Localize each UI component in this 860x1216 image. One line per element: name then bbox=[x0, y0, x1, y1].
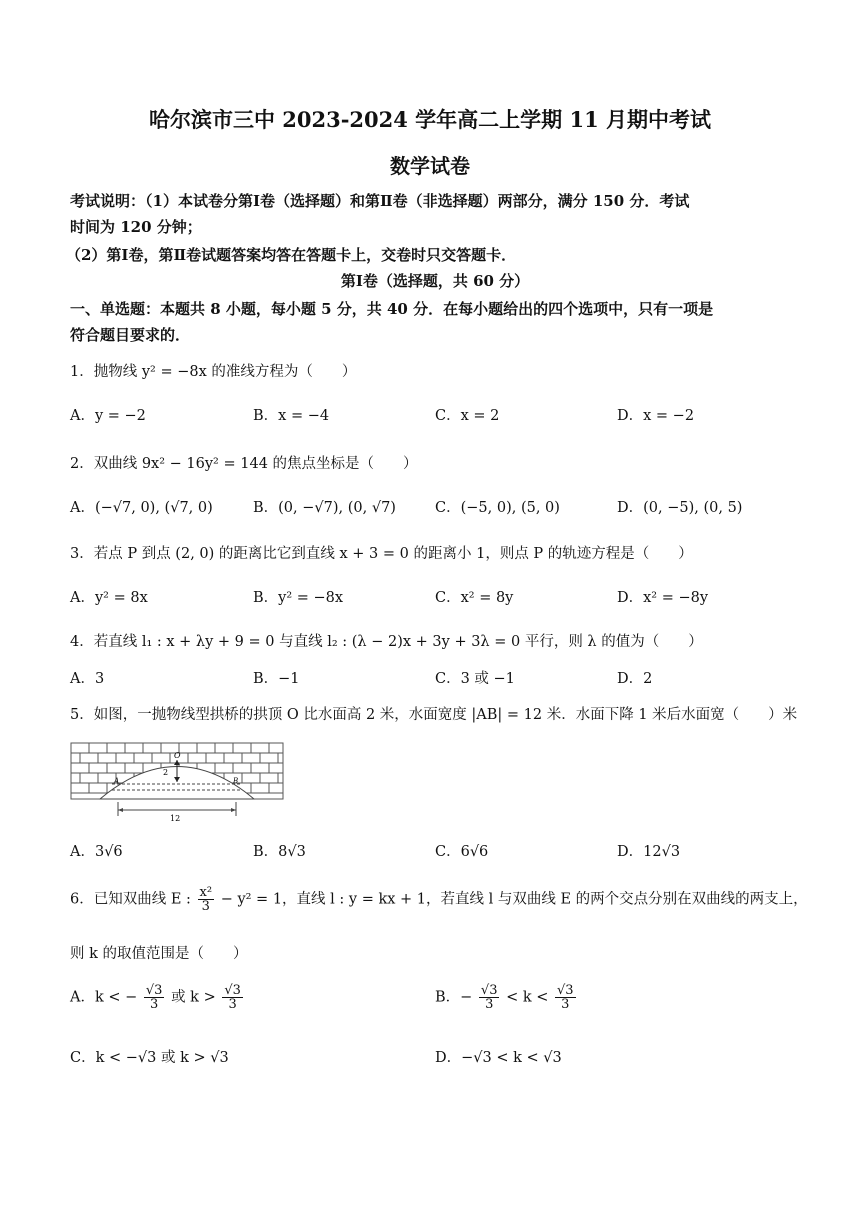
q4-option-d: D．2 bbox=[617, 671, 653, 687]
instruction-line-2: 时间为 120 分钟； bbox=[70, 218, 202, 236]
q3-option-a: A．y² = 8x bbox=[70, 590, 148, 606]
question-1-stem: 1．抛物线 y² = −8x 的准线方程为（ ） bbox=[70, 364, 357, 380]
exam-title: 哈尔滨市三中 2023-2024 学年高二上学期 11 月期中考试 bbox=[148, 107, 712, 132]
q6-frac-numerator: x² bbox=[199, 885, 213, 900]
question-3-stem: 3．若点 P 到点 (2, 0) 的距离比它到直线 x + 3 = 0 的距离小 1，则点 P 的轨迹方程是（ ） bbox=[70, 546, 693, 562]
q5-option-a: A．3√6 bbox=[70, 844, 123, 860]
fig-label-o: O bbox=[174, 751, 181, 760]
section-desc-2: 符合题目要求的． bbox=[70, 326, 191, 344]
q3-option-b: B．y² = −8x bbox=[253, 590, 344, 606]
q5-option-d: D．12√3 bbox=[617, 844, 681, 860]
q6-b-fraction-2 bbox=[555, 984, 576, 1011]
q6-b-text-1: B．− bbox=[435, 989, 473, 1006]
q6-b-frac1-den: 3 bbox=[485, 997, 494, 1012]
q6-stem-part-a: 6．已知双曲线 E : bbox=[70, 891, 191, 908]
question-5-stem: 5．如图，一抛物线型拱桥的拱顶 O 比水面高 2 米，水面宽度 |AB| = 12 米．水面下降 1 米后水面宽（ ）米 bbox=[70, 707, 798, 723]
q2-option-b: B．(0, −√7), (0, √7) bbox=[253, 500, 396, 516]
q2-option-c: C．(−5, 0), (5, 0) bbox=[435, 500, 560, 516]
q6-frac-denominator: 3 bbox=[201, 899, 210, 914]
q6-stem-part-b: − y² = 1，直线 l : y = kx + 1，若直线 l 与双曲线 E 的两个交点分别在双曲线的两支上， bbox=[220, 891, 808, 908]
q4-option-a: A．3 bbox=[70, 671, 105, 687]
section-desc-1: 一、单选题：本题共 8 小题，每小题 5 分，共 40 分．在每小题给出的四个选项中，只有一项是 bbox=[70, 300, 714, 318]
q1-option-a: A．y = −2 bbox=[70, 408, 146, 424]
q3-option-c: C．x² = 8y bbox=[435, 590, 514, 606]
q6-a-fraction-2 bbox=[222, 984, 243, 1011]
question-4-stem: 4．若直线 l₁ : x + λy + 9 = 0 与直线 l₂ : (λ − 2)x + 3y + 3λ = 0 平行，则 λ 的值为（ ） bbox=[70, 634, 703, 650]
q1-option-c: C．x = 2 bbox=[435, 408, 500, 424]
q2-option-d: D．(0, −5), (0, 5) bbox=[617, 500, 743, 516]
q6-b-frac2-num: √3 bbox=[557, 983, 574, 998]
exam-subtitle: 数学试卷 bbox=[390, 154, 470, 178]
q6-b-frac1-num: √3 bbox=[480, 983, 498, 998]
q6-option-c: C．k < −√3 或 k > √3 bbox=[70, 1050, 229, 1066]
q6-option-b bbox=[435, 984, 578, 1011]
fig-label-b: B bbox=[233, 777, 239, 785]
q6-option-a bbox=[70, 984, 245, 1011]
q6-a-text-1: A．k < − bbox=[70, 989, 138, 1006]
q6-b-text-2: < k < bbox=[506, 989, 554, 1006]
q4-option-b: B．−1 bbox=[253, 671, 300, 687]
q6-fraction bbox=[198, 886, 215, 913]
q4-option-c: C．3 或 −1 bbox=[435, 671, 515, 687]
fig-label-width: 12 bbox=[170, 814, 181, 823]
q1-option-d: D．x = −2 bbox=[617, 408, 695, 424]
q5-option-b: B．8√3 bbox=[253, 844, 306, 860]
instruction-line-3: （2）第Ⅰ卷，第Ⅱ卷试题答案均答在答题卡上，交卷时只交答题卡． bbox=[66, 246, 517, 264]
q6-b-frac2-den: 3 bbox=[561, 997, 570, 1012]
q6-a-frac1-den: 3 bbox=[150, 997, 159, 1012]
q6-a-fraction-1 bbox=[144, 984, 165, 1011]
instruction-line-1: 考试说明：（1）本试卷分第Ⅰ卷（选择题）和第Ⅱ卷（非选择题）两部分，满分 150 分．考试 bbox=[70, 192, 690, 210]
question-6-stem-line-2: 则 k 的取值范围是（ ） bbox=[70, 946, 248, 962]
q5-option-c: C．6√6 bbox=[435, 844, 489, 860]
q2-option-a: A．(−√7, 0), (√7, 0) bbox=[70, 500, 213, 516]
section-title: 第Ⅰ卷（选择题，共 60 分） bbox=[340, 272, 530, 290]
q6-a-text-2: 或 k > bbox=[171, 989, 221, 1006]
q6-b-fraction-1 bbox=[479, 984, 500, 1011]
question-6-stem bbox=[70, 886, 808, 913]
q1-option-b: B．x = −4 bbox=[253, 408, 330, 424]
q6-a-frac2-den: 3 bbox=[228, 997, 237, 1012]
q6-option-d: D．−√3 < k < √3 bbox=[435, 1050, 562, 1066]
fig-label-a: A bbox=[114, 777, 120, 785]
arch-bridge-figure bbox=[70, 742, 286, 824]
q6-a-frac1-num: √3 bbox=[145, 983, 163, 998]
question-2-stem: 2．双曲线 9x² − 16y² = 144 的焦点坐标是（ ） bbox=[70, 456, 418, 472]
q3-option-d: D．x² = −8y bbox=[617, 590, 709, 606]
fig-label-height: 2 bbox=[163, 768, 169, 777]
q6-a-frac2-num: √3 bbox=[224, 983, 241, 998]
